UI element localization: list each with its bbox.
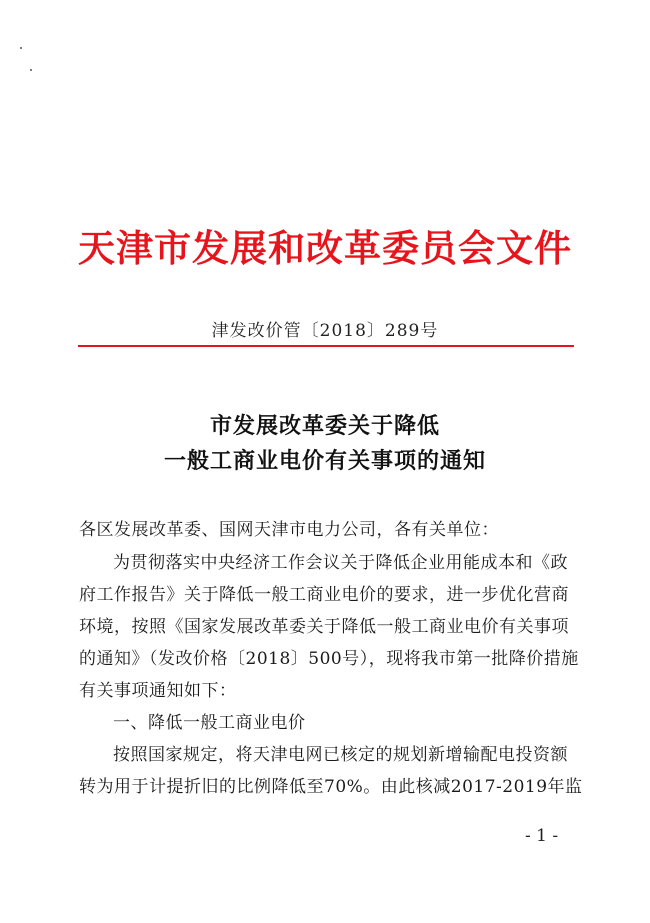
recipients-line: 各区发展改革委、国网天津市电力公司，各有关单位： bbox=[79, 520, 499, 540]
paragraph-1-line: 为贯彻落实中央经济工作会议关于降低企业用能成本和《政 bbox=[113, 553, 568, 573]
paragraph-1-line: 府工作报告》关于降低一般工商业电价的要求，进一步优化营商 bbox=[79, 585, 569, 605]
scan-speck bbox=[30, 69, 32, 71]
agency-header-title: 天津市发展和改革委员会文件 bbox=[78, 227, 572, 270]
document-title-line-1: 市发展改革委关于降低 bbox=[209, 413, 440, 439]
scan-speck bbox=[20, 47, 22, 49]
paragraph-1-line: 有关事项通知如下： bbox=[79, 681, 237, 701]
section-1-heading: 一、降低一般工商业电价 bbox=[113, 713, 306, 733]
paragraph-2-line: 按照国家规定，将天津电网已核定的规划新增输配电投资额 bbox=[113, 745, 568, 765]
paragraph-1-line: 的通知》（发改价格〔2018〕500号），现将我市第一批降价措施 bbox=[79, 649, 579, 669]
document-number: 津发改价管〔2018〕289号 bbox=[211, 321, 439, 341]
page-number: - 1 - bbox=[525, 826, 559, 846]
red-divider-line bbox=[78, 345, 574, 347]
document-title-line-2: 一般工商业电价有关事项的通知 bbox=[163, 448, 486, 474]
paragraph-2-line: 转为用于计提折旧的比例降低至70%。由此核减2017-2019年监 bbox=[79, 777, 583, 797]
paragraph-1-line: 环境，按照《国家发展改革委关于降低一般工商业电价有关事项 bbox=[79, 617, 569, 637]
